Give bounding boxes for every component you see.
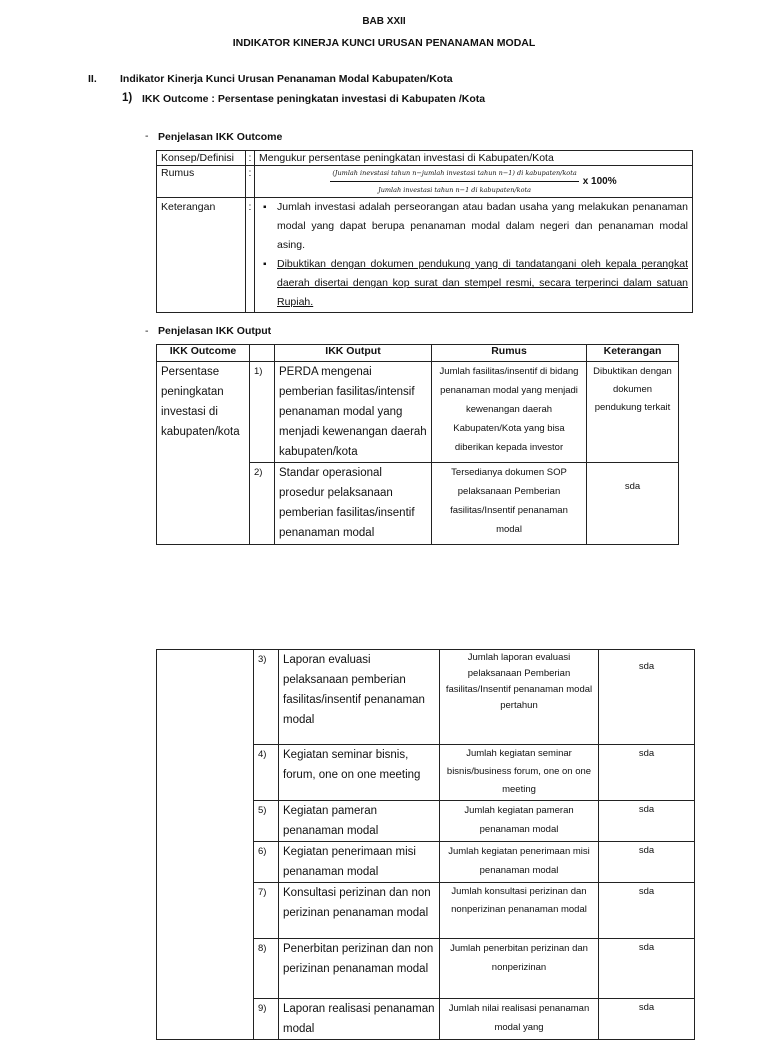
formula-fraction — [330, 166, 578, 197]
rumus-cell: Jumlah kegiatan pameran penanaman modal — [440, 801, 599, 842]
output-cell: Laporan evaluasi pelaksanaan pemberian fasilitas/insentif penanaman modal — [279, 650, 440, 745]
rumus-cell: Jumlah nilai realisasi penanaman modal yang — [440, 999, 599, 1040]
header-keterangan: Keterangan — [587, 345, 679, 362]
row-number: 7) — [254, 883, 279, 939]
notes-separator: : — [246, 198, 255, 313]
notes-list — [257, 198, 688, 312]
output-cell: PERDA mengenai pemberian fasilitas/intensif penanaman modal yang menjadi kewenangan daerah kabupaten/kota — [275, 362, 432, 463]
output-cell: Standar operasional prosedur pelaksanaan pemberian fasilitas/insentif penanaman modal — [275, 463, 432, 545]
header-ikk-output: IKK Output — [275, 345, 432, 362]
output-table-header — [157, 345, 679, 362]
concept-table — [156, 150, 693, 313]
row-number: 4) — [254, 745, 279, 801]
output-cell: Kegiatan penerimaan misi penanaman modal — [279, 842, 440, 883]
row-number: 5) — [254, 801, 279, 842]
concept-row-notes — [157, 198, 693, 313]
keterangan-cell: sda — [599, 939, 695, 999]
row-number: 6) — [254, 842, 279, 883]
dash-marker: - — [145, 130, 149, 142]
header-number — [250, 345, 275, 362]
formula-denominator: Jumlah investasi tahun n−1 di kabupaten/kota — [378, 186, 531, 194]
output-heading: Penjelasan IKK Output — [158, 325, 272, 337]
keterangan-cell: sda — [599, 842, 695, 883]
concept-row-formula — [157, 166, 693, 198]
subsection-title: IKK Outcome : Persentase peningkatan investasi di Kabupaten /Kota — [142, 93, 486, 105]
keterangan-cell: sda — [587, 463, 679, 545]
rumus-cell: Jumlah fasilitas/insentif di bidang penanaman modal yang menjadi kewenangan daerah Kabupaten/Kota yang bisa diberikan kepada investor — [432, 362, 587, 463]
row-number: 8) — [254, 939, 279, 999]
rumus-cell: Jumlah laporan evaluasi pelaksanaan Pemberian fasilitas/Insentif penanaman modal pertahun — [440, 650, 599, 745]
definition-label: Konsep/Definisi — [157, 151, 246, 166]
section-number: II. — [88, 73, 97, 85]
rumus-cell: Jumlah kegiatan seminar bisnis/business forum, one on one meeting — [440, 745, 599, 801]
output-cell: Penerbitan perizinan dan non perizinan penanaman modal — [279, 939, 440, 999]
output-cell: Kegiatan pameran penanaman modal — [279, 801, 440, 842]
outcome-heading: Penjelasan IKK Outcome — [158, 131, 283, 143]
output-table — [156, 344, 679, 545]
rumus-cell: Tersedianya dokumen SOP pelaksanaan Pemberian fasilitas/Insentif penanaman modal — [432, 463, 587, 545]
keterangan-cell: sda — [599, 745, 695, 801]
row-number: 9) — [254, 999, 279, 1040]
table-row — [157, 362, 679, 463]
subsection-number: 1) — [122, 92, 133, 104]
formula-cell — [255, 166, 693, 198]
page-title: INDIKATOR KINERJA KUNCI URUSAN PENANAMAN MODAL — [232, 37, 536, 49]
rumus-cell: Jumlah penerbitan perizinan dan nonperizinan — [440, 939, 599, 999]
output-cell: Kegiatan seminar bisnis, forum, one on one meeting — [279, 745, 440, 801]
output-table-continued — [156, 649, 695, 1040]
rumus-cell: Jumlah konsultasi perizinan dan nonperizinan penanaman modal — [440, 883, 599, 939]
outcome-cell-continued — [157, 650, 254, 1040]
definition-separator: : — [246, 151, 255, 166]
rumus-cell: Jumlah kegiatan penerimaan misi penanaman modal — [440, 842, 599, 883]
table-row — [157, 650, 695, 745]
dash-marker: - — [145, 325, 149, 337]
keterangan-cell: sda — [599, 883, 695, 939]
notes-label: Keterangan — [157, 198, 246, 313]
formula-numerator: (Jumlah inevstasi tahun n−jumlah investasi tahun n−1) di kabupaten/kota — [330, 166, 578, 182]
formula-separator: : — [246, 166, 255, 198]
keterangan-cell: sda — [599, 999, 695, 1040]
row-number: 1) — [250, 362, 275, 463]
formula — [259, 166, 688, 197]
concept-row-definition — [157, 151, 693, 166]
notes-cell — [255, 198, 693, 313]
formula-label: Rumus — [157, 166, 246, 198]
formula-multiplier: x 100% — [582, 175, 617, 187]
row-number: 2) — [250, 463, 275, 545]
header-ikk-outcome: IKK Outcome — [157, 345, 250, 362]
section-title: Indikator Kinerja Kunci Urusan Penanaman Modal Kabupaten/Kota — [120, 73, 453, 85]
definition-value: Mengukur persentase peningkatan investasi di Kabupaten/Kota — [255, 151, 693, 166]
keterangan-cell: sda — [599, 801, 695, 842]
chapter-label: BAB XXII — [362, 16, 406, 27]
header-rumus: Rumus — [432, 345, 587, 362]
output-cell: Konsultasi perizinan dan non perizinan penanaman modal — [279, 883, 440, 939]
keterangan-cell: sda — [599, 650, 695, 745]
outcome-cell: Persentase peningkatan investasi di kabupaten/kota — [157, 362, 250, 545]
notes-item: ▪ Dibuktikan dengan dokumen pendukung yang di tandatangani oleh kepala perangkat daerah disertai dengan kop surat dan stempel resmi, secara terperinci dalam satuan Rupiah. — [257, 255, 688, 312]
row-number: 3) — [254, 650, 279, 745]
keterangan-cell: Dibuktikan dengan dokumen pendukung terkait — [587, 362, 679, 463]
notes-item: ▪ Jumlah investasi adalah perseorangan atau badan usaha yang melakukan penanaman modal yang dapat berupa penanaman modal dalam negeri dan penanaman modal asing. — [257, 198, 688, 255]
output-cell: Laporan realisasi penanaman modal — [279, 999, 440, 1040]
